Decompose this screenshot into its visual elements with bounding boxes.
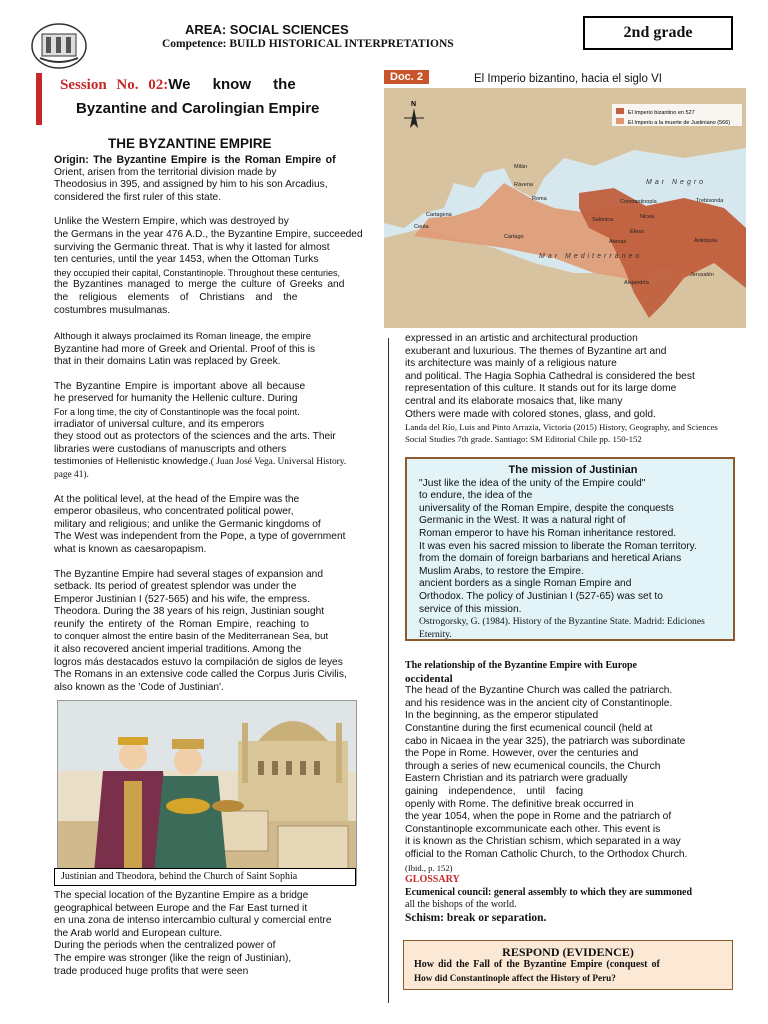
left-column: [54, 331, 386, 694]
illustration-caption: Justinian and Theodora, behind the Church of Saint Sophia: [54, 868, 356, 886]
text-line: surviving the Germanic threat. That is why it lasted for almost: [54, 241, 330, 253]
relationship-title: occidental: [405, 672, 453, 685]
session-title: [60, 76, 380, 117]
text-line: and his residence was in the ancient city of Constantinople.: [405, 697, 673, 709]
text-line: irradiator of universal culture, and its emperors: [54, 418, 265, 430]
text-line: reunify the entirety of the Roman Empire, reaching to: [54, 618, 309, 630]
text-line: logros más destacados estuvo la compilación de siglos de leyes: [54, 656, 343, 668]
text-line: Byzantine had more of Greek and Oriental. Proof of this is: [54, 343, 316, 355]
session-title-line2: Byzantine and Carolingian Empire: [76, 100, 320, 117]
text-line: central and its elaborate mosaics that, like many: [405, 395, 623, 407]
citation: page 41).: [54, 469, 89, 480]
text-line: During the periods when the centralized power of: [54, 940, 276, 952]
text-line: the year 1054, when the pope in Rome and the patriarch of: [405, 811, 672, 823]
text-line: the religious elements of Christians and the: [54, 291, 298, 303]
city-label: Constantinopla: [620, 199, 657, 205]
compass-n: N: [411, 101, 417, 108]
relationship-section: [405, 660, 735, 924]
text-line: emperor obasileus, who concentrated political power,: [54, 506, 294, 518]
session-prefix: Session No. 02:: [60, 77, 169, 93]
legend-566: El Imperio a la muerte de Justiniano (566): [628, 120, 731, 126]
text-line: openly with Rome. The definitive break occurred in: [405, 798, 634, 810]
text-line: Eastern Christian and its patriarch were gradually: [405, 773, 628, 785]
text-line: ancient borders as a single Roman Empire and: [419, 578, 632, 590]
text-line: trade produced huge profits that were seen: [54, 965, 249, 977]
text-line: the Germans in the year 476 A.D., the Byzantine Empire, succeeded: [54, 228, 363, 240]
text-line: he preserved for humanity the Hellenic culture. During: [54, 393, 298, 405]
text-line: The Romans in an extensive code called the Corpus Juris Civilis,: [54, 669, 347, 681]
text-line: cabo in Nicaea in the year 325), the patriarch was subordinate: [405, 735, 686, 747]
text-line: Unlike the Western Empire, which was destroyed by: [54, 216, 289, 228]
city-label: Jerusalén: [690, 272, 714, 278]
text-line: At the political level, at the head of the Empire was the: [54, 493, 300, 505]
mission-title: The mission of Justinian: [508, 464, 638, 476]
justinian-theodora-illustration: [57, 700, 357, 885]
competence-value: BUILD HISTORICAL INTERPRETATIONS: [229, 38, 454, 50]
citation: Eternity.: [419, 628, 452, 640]
school-logo: [30, 22, 88, 70]
text-line: to conquer almost the entire basin of the Mediterranean Sea, but: [54, 631, 329, 643]
city-label: Éfeso: [630, 229, 645, 235]
city-label: Roma: [532, 196, 547, 202]
text-line: through a series of new ecumenical councils, the Church: [405, 760, 661, 772]
text-line: it is known as the Christian schism, which separated in a way: [405, 836, 681, 848]
text-line: libraries were custodians of manuscripts and others: [54, 443, 287, 455]
city-label: Rávena: [514, 182, 533, 188]
byzantine-empire-map: [384, 88, 746, 328]
text-line: service of this mission.: [419, 603, 522, 615]
city-label: Salónica: [592, 217, 614, 223]
text-line: and political. The Hagia Sophia Cathedral is considered the best: [405, 370, 695, 382]
text-line: the Byzantines managed to merge the culture of Greeks and: [54, 279, 345, 291]
text-line: costumbres musulmanas.: [54, 304, 171, 316]
city-label: Alejandría: [624, 280, 649, 286]
city-label: Trebisonda: [696, 198, 724, 204]
glossary-definition: all the bishops of the world.: [405, 899, 517, 911]
byzantine-intro: [54, 154, 388, 317]
text-line: Constantinople excommunicate each other. This event is: [405, 823, 661, 835]
text-line: It was even his sacred mission to liberate the Roman territory.: [419, 540, 697, 552]
text-line: military and religious; and unlike the Germanic kingdoms of: [54, 518, 321, 530]
section-heading: THE BYZANTINE EMPIRE: [108, 136, 272, 151]
text-line: from the domain of foreign barbarians and heretical Arians: [419, 553, 682, 565]
text-line: that in their domains Latin was replaced by Greek.: [54, 356, 281, 368]
city-label: Milán: [514, 164, 528, 170]
text-line: Constantine during the first ecumenical council (held at: [405, 722, 653, 734]
competence-line: [162, 38, 454, 50]
text-line: the Pope in Rome. However, over the centuries and: [405, 748, 639, 760]
origin-line: Origin: The Byzantine Empire is the Roman Empire of: [54, 154, 336, 166]
mission-box: [405, 457, 735, 641]
doc2-title: El Imperio bizantino, hacia el siglo VI: [474, 73, 662, 85]
text-line: official to the Roman Catholic Church, to the Orthodox Church.: [405, 848, 688, 860]
text-line: The head of the Byzantine Church was called the patriarch.: [405, 685, 673, 697]
glossary-term: Ecumenical council: general assembly to which they are summoned: [405, 886, 693, 898]
session-title-line1: We know the: [168, 76, 296, 93]
text-line: Orient, arisen from the territorial division made by: [54, 166, 277, 178]
city-label: Ceuta: [414, 224, 429, 230]
text-line: exuberant and luxurious. The themes of Byzantine art and: [405, 345, 667, 357]
text-line: Roman emperor to have his Roman inheritance restored.: [419, 527, 677, 539]
respond-question: How did the Fall of the Byzantine Empire (conquest of: [414, 959, 660, 970]
column-divider: [388, 338, 389, 1003]
sea-label: Mar Mediterráneo: [539, 253, 643, 260]
text-line: Others were made with colored stones, glass, and gold.: [405, 408, 656, 420]
citation: (Ibid., p. 152): [405, 862, 453, 873]
legend-527: El Imperio bizantino en 527: [628, 110, 695, 116]
text-line: "Just like the idea of the unity of the Empire could": [419, 477, 646, 489]
text-line: its architecture was mainly of a religious nature: [405, 358, 617, 370]
text-line: what is known as caesaropapism.: [54, 543, 207, 555]
city-label: Cartagena: [426, 212, 452, 218]
text-line: The empire was stronger (like the reign of Justinian),: [54, 952, 292, 964]
text-line: The West was independent from the Pope, a type of government: [54, 531, 346, 543]
text-line: they stood out as protectors of the sciences and the arts. Their: [54, 431, 336, 443]
competence-label: Competence:: [162, 38, 227, 50]
text-line: they occupied their capital, Constantinople. Throughout these centuries,: [54, 267, 341, 278]
city-label: Antioquía: [694, 238, 718, 244]
text-line: Although it always proclaimed its Roman lineage, the empire: [54, 331, 312, 342]
text-line: representation of this culture. It stands out for its large dome: [405, 383, 677, 395]
citation: Social Studies 7th grade. Santiago: SM Editorial Chile pp. 150-152: [405, 434, 642, 445]
text-line: geographical between Europe and the Far East turned it: [54, 902, 308, 914]
citation: Ostrogorsky, G. (1984). History of the Byzantine State. Madrid: Ediciones: [419, 616, 705, 628]
area-heading: AREA: SOCIAL SCIENCES: [185, 22, 349, 37]
text-line: en una zona de intenso intercambio cultural y comercial entre: [54, 915, 332, 927]
text-line: [54, 456, 386, 469]
text-line: the Arab world and European culture.: [54, 927, 223, 939]
text-line: Theodosius in 395, and assigned by him to his son Arcadius,: [54, 179, 328, 191]
text-line: Theodora. During the 38 years of his reign, Justinian sought: [54, 606, 325, 618]
glossary-title: GLOSSARY: [405, 874, 460, 886]
text-line: setback. Its period of greatest splendor was under the: [54, 581, 297, 593]
art-paragraph: [405, 333, 755, 445]
respond-title: RESPOND (EVIDENCE): [502, 945, 634, 959]
relationship-title: The relationship of the Byzantine Empire with Europe: [405, 660, 637, 671]
text-line: gaining independence, until facing: [405, 785, 584, 797]
text-line: it also recovered ancient imperial traditions. Among the: [54, 644, 302, 656]
doc2-map-figure: [384, 70, 746, 328]
text-line: Emperor Justinian I (527-565) and his wife, the empress.: [54, 593, 310, 605]
respond-question: How did Constantinople affect the History of Peru?: [414, 972, 616, 983]
text-line: In the beginning, as the emperor stipulated: [405, 710, 599, 722]
text-run: testimonies of Hellenistic knowledge.: [54, 456, 211, 468]
text-line: Orthodox. The policy of Justinian I (527-65) was set to: [419, 590, 663, 602]
grade-box: 2nd grade: [583, 16, 733, 50]
text-line: For a long time, the city of Constantinople was the focal point.: [54, 406, 300, 417]
text-line: also known as the 'Code of Justinian'.: [54, 681, 224, 693]
doc2-tag: Doc. 2: [384, 70, 429, 84]
respond-box: [403, 940, 733, 990]
session-accent-bar: [36, 73, 42, 125]
text-line: expressed in an artistic and architectural production: [405, 333, 638, 344]
text-line: Germanic in the West. It was a natural right of: [419, 515, 626, 527]
city-label: Nicea: [640, 214, 655, 220]
city-label: Cartago: [504, 234, 524, 240]
city-label: Atenas: [609, 239, 627, 245]
glossary-term: Schism: break or separation.: [405, 911, 547, 924]
text-line: to endure, the idea of the: [419, 490, 533, 502]
left-column-bottom: [54, 890, 386, 978]
sea-label: Mar Negro: [646, 179, 707, 186]
text-line: ten centuries, until the year 1453, when the Ottoman Turks: [54, 254, 319, 266]
text-line: The Byzantine Empire is important above all because: [54, 380, 306, 392]
text-line: considered the first ruler of this state.: [54, 191, 222, 203]
citation: Landa del Río, Luis and Pinto Arrazia, Victoria (2015) History, Geography, and Sciences: [405, 422, 718, 433]
text-line: The special location of the Byzantine Empire as a bridge: [54, 890, 309, 901]
text-line: Muslim Arabs, to restore the Empire.: [419, 565, 584, 577]
citation: ( Juan José Vega. Universal History.: [210, 457, 347, 468]
text-line: universality of the Roman Empire, despite the conquests: [419, 502, 674, 514]
text-line: The Byzantine Empire had several stages of expansion and: [54, 568, 323, 580]
